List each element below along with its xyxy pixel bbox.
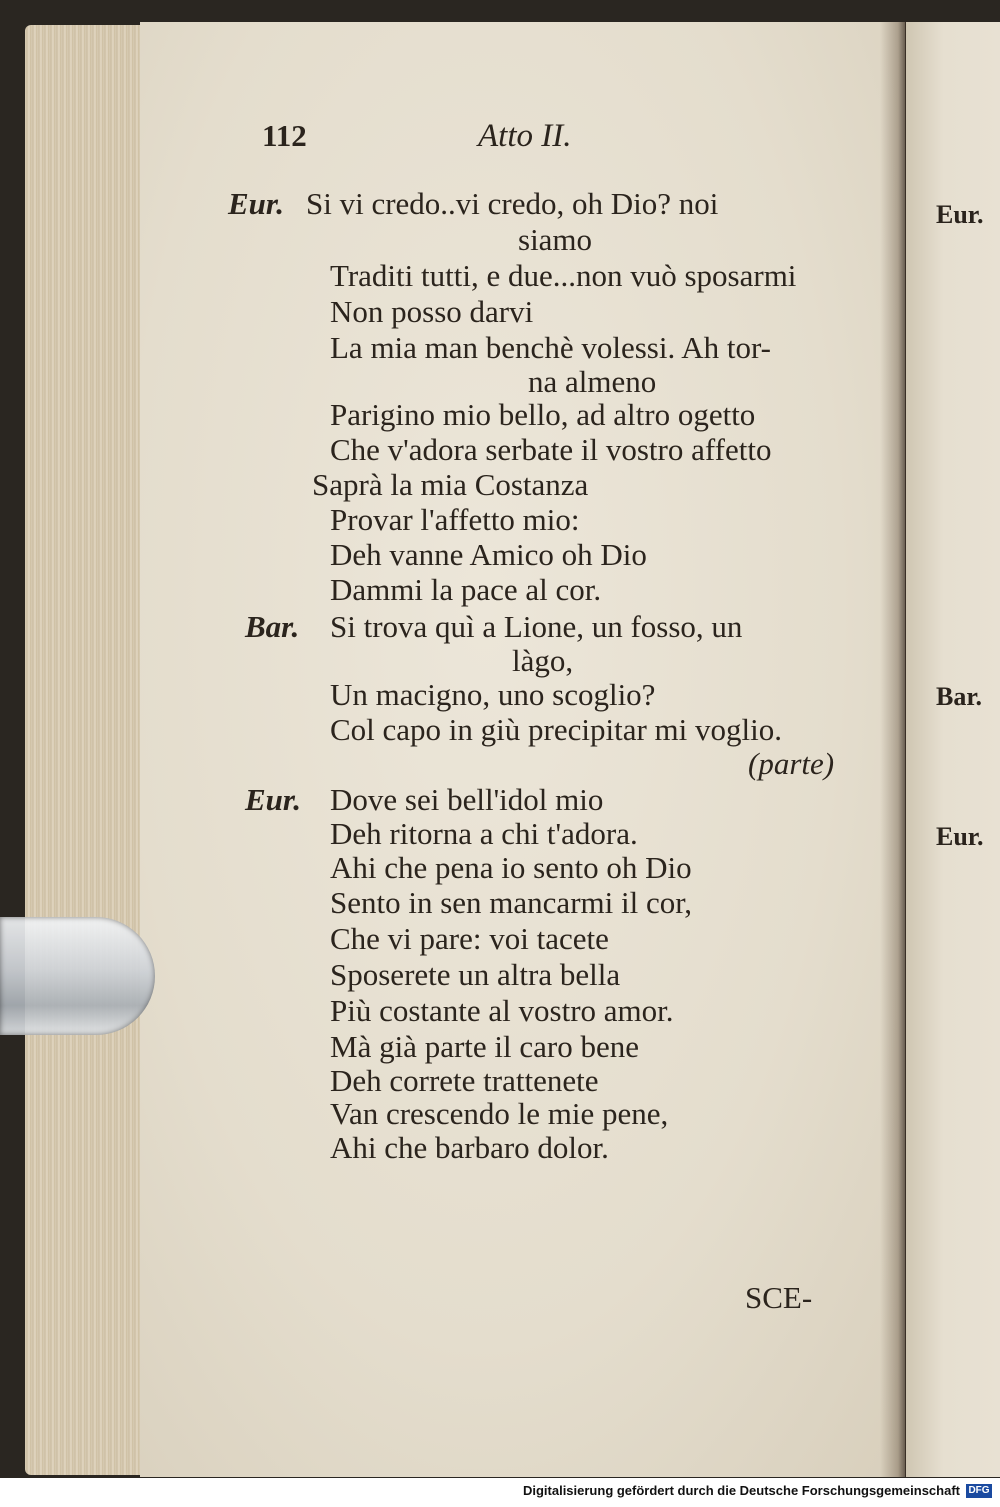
verse-line: Traditi tutti, e due...non vuò sposarmi xyxy=(330,258,797,293)
speaker-label: Eur. xyxy=(245,782,302,817)
verse-line: siamo xyxy=(518,222,593,257)
verse-line: Si vi credo..vi credo, oh Dio? noi xyxy=(306,186,719,221)
digitization-footer xyxy=(0,1478,1000,1507)
verse-line: Che v'adora serbate il vostro affetto xyxy=(330,432,772,467)
stage-direction: (parte) xyxy=(748,746,835,781)
right-page-fragment xyxy=(906,22,1000,1477)
verse-line: Si trova quì a Lione, un fosso, un xyxy=(330,609,743,644)
verse-line: Van crescendo le mie pene, xyxy=(330,1096,669,1131)
verse-line: Un macigno, uno scoglio? xyxy=(330,677,656,712)
verse-line: Non posso darvi xyxy=(330,294,534,329)
verse-line: Dammi la pace al cor. xyxy=(330,572,602,607)
verse-line: Deh correte trattenete xyxy=(330,1063,599,1098)
verse-line: Parigino mio bello, ad altro ogetto xyxy=(330,397,756,432)
verse-line: Ahi che barbaro dolor. xyxy=(330,1130,609,1165)
next-page-speaker: Eur. xyxy=(936,200,984,229)
next-page-speaker: Bar. xyxy=(936,682,982,711)
verse-line: Saprà la mia Costanza xyxy=(312,467,589,502)
verse-line: làgo, xyxy=(512,643,574,678)
verse-line: La mia man benchè volessi. Ah tor- xyxy=(330,330,772,365)
verse-line: Deh ritorna a chi t'adora. xyxy=(330,816,638,851)
catchword: SCE- xyxy=(745,1280,813,1315)
next-page-speaker: Eur. xyxy=(936,822,984,851)
verse-line: na almeno xyxy=(528,364,657,399)
verse-line: Che vi pare: voi tacete xyxy=(330,921,609,956)
verse-line: Sento in sen mancarmi il cor, xyxy=(330,885,693,920)
dfg-logo-icon: DFG xyxy=(966,1484,992,1498)
speaker-label: Bar. xyxy=(245,609,300,644)
verse-line: Ahi che pena io sento oh Dio xyxy=(330,850,692,885)
verse-line: Col capo in giù precipitar mi voglio. xyxy=(330,712,782,747)
page-clip xyxy=(0,917,155,1035)
page-number: 112 xyxy=(262,118,307,153)
verse-line: Mà già parte il caro bene xyxy=(330,1029,639,1064)
running-title: Atto II. xyxy=(478,118,572,154)
funding-credit: Digitalisierung gefördert durch die Deutsche Forschungsgemeinschaft xyxy=(522,1483,960,1498)
verse-line: Deh vanne Amico oh Dio xyxy=(330,537,647,572)
verse-line: Provar l'affetto mio: xyxy=(330,502,580,537)
speaker-label: Eur. xyxy=(228,186,285,221)
verse-line: Più costante al vostro amor. xyxy=(330,993,674,1028)
verse-line: Dove sei bell'idol mio xyxy=(330,782,604,817)
page-stack-edge xyxy=(25,25,143,1475)
verse-line: Sposerete un altra bella xyxy=(330,957,621,992)
